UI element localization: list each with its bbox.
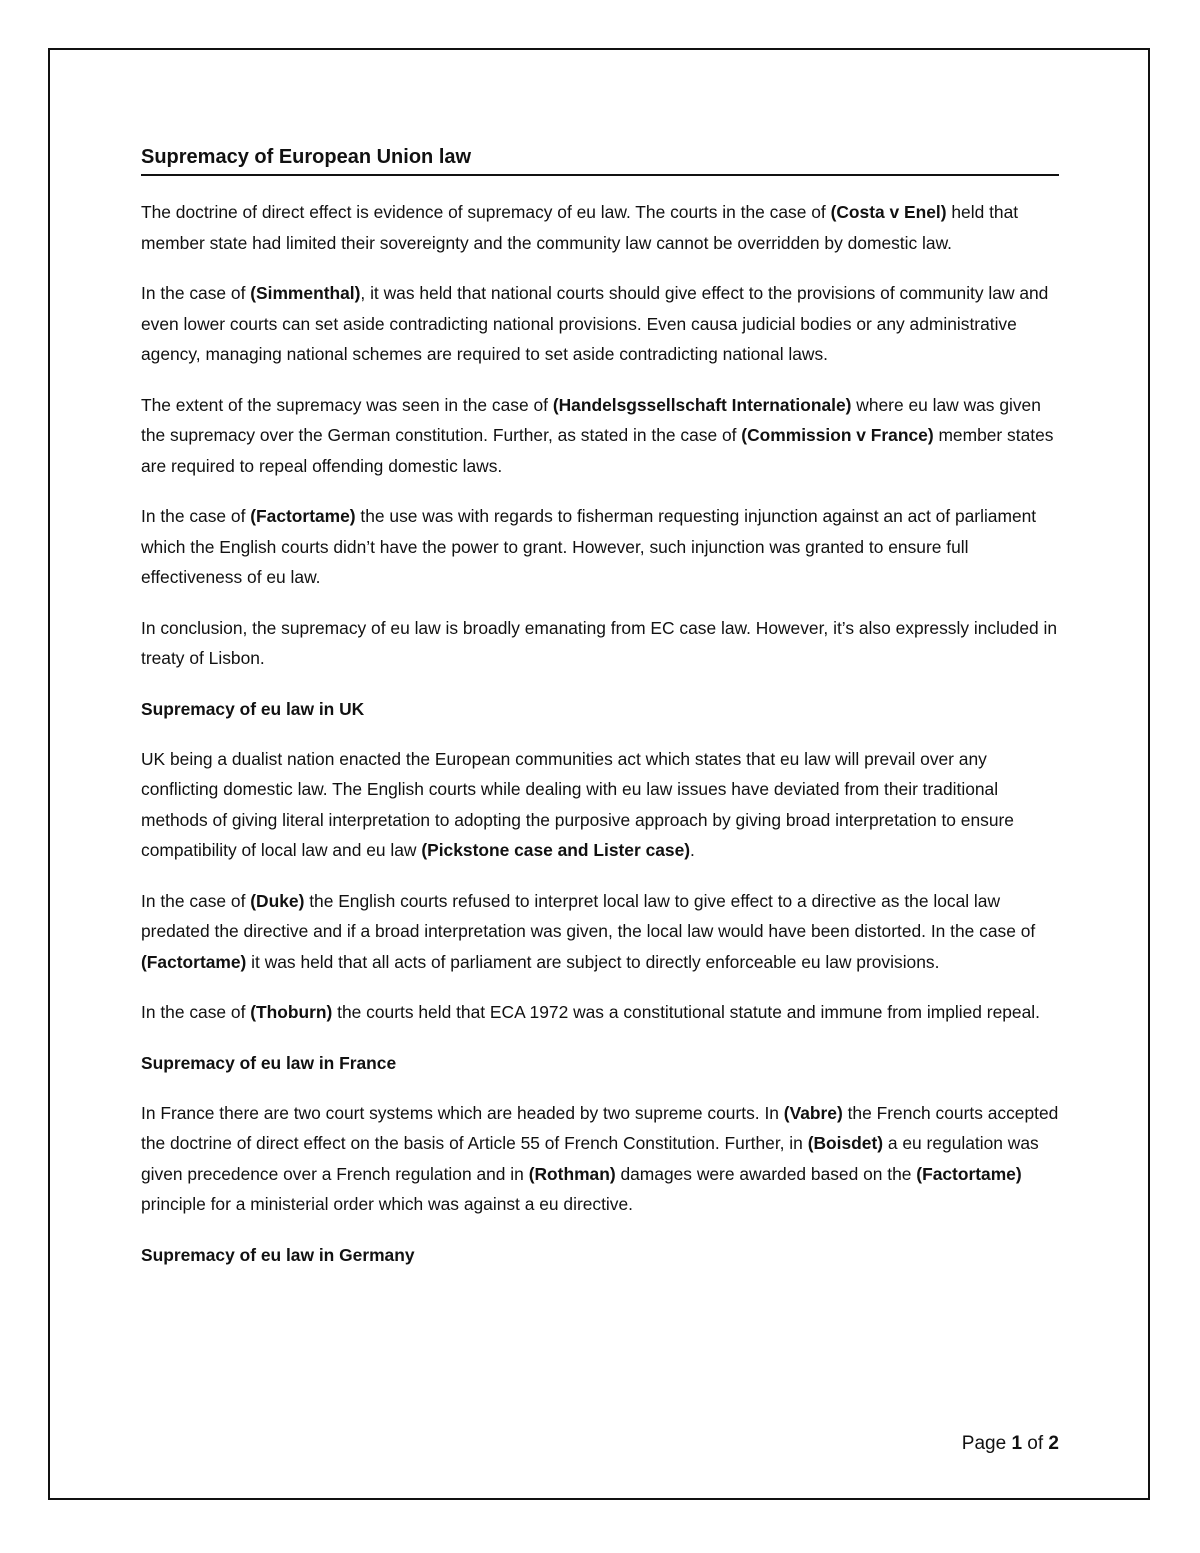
paragraph-uk-dualist xyxy=(141,744,1059,866)
paragraph-handelsgesellschaft xyxy=(141,390,1059,482)
footer-page-label: Page xyxy=(961,1433,1012,1454)
text-run: UK being a dualist nation enacted the European communities act which states that eu law will prevail over any conflicting domestic law. The English courts while dealing with eu law issues have deviated from their traditional methods of giving literal interpretation to adopting the purposive approach by giving broad interpretation to ensure compatibility of local law and eu law xyxy=(141,748,1014,860)
paragraph-factortame xyxy=(141,501,1059,593)
text-run: The doctrine of direct effect is evidence of supremacy of eu law. The courts in the case of xyxy=(141,202,831,222)
document-title: Supremacy of European Union law xyxy=(141,142,1059,176)
text-run: . xyxy=(690,840,695,860)
case-name: (Factortame) xyxy=(141,951,247,972)
paragraph-france xyxy=(141,1098,1059,1220)
case-name: (Costa v Enel) xyxy=(830,202,947,222)
text-run: member states are required to repeal offending domestic laws. xyxy=(141,425,1054,476)
paragraph-thoburn xyxy=(141,997,1059,1028)
case-name: (Vabre) xyxy=(783,1102,843,1123)
text-run: it was held that all acts of parliament are subject to directly enforceable eu law provisions. xyxy=(246,951,940,972)
text-run: the use was with regards to fisherman requesting injunction against an act of parliament which the English courts didn’t have the power to grant. However, such injunction was granted to ensure full effectiveness of eu law. xyxy=(141,506,1037,587)
text-run: held that member state had limited their sovereignty and the community law cannot be overridden by domestic law. xyxy=(141,202,1019,253)
footer-total-pages: 2 xyxy=(1048,1433,1059,1454)
page-number-footer xyxy=(962,1430,1059,1458)
text-run: In the case of xyxy=(141,506,251,526)
case-name: (Pickstone case and Lister case) xyxy=(421,840,691,860)
document-body xyxy=(141,142,1059,1270)
case-name: (Simmenthal) xyxy=(250,283,361,303)
text-run: In the case of xyxy=(141,1002,251,1022)
heading-france: Supremacy of eu law in France xyxy=(141,1052,397,1073)
text-run: the English courts refused to interpret local law to give effect to a directive as the local law predated the directive and if a broad interpretation was given, the local law would have been distorted. In the case of xyxy=(141,890,1036,941)
text-run: principle for a ministerial order which was against a eu directive. xyxy=(141,1194,633,1214)
paragraph-conclusion: In conclusion, the supremacy of eu law is broadly emanating from EC case law. However, it’s also expressly included in treaty of Lisbon. xyxy=(141,617,1058,668)
case-name: (Boisdet) xyxy=(807,1133,884,1153)
text-run: the French courts accepted the doctrine of direct effect on the basis of Article 55 of French Constitution. Further, in xyxy=(141,1102,1059,1153)
text-run: where eu law was given the supremacy over the German constitution. Further, as stated in the case of xyxy=(141,394,1041,445)
text-run: the courts held that ECA 1972 was a constitutional statute and immune from implied repeal. xyxy=(332,1002,1040,1022)
footer-of-label: of xyxy=(1022,1433,1049,1454)
text-run: In France there are two court systems which are headed by two supreme courts. In xyxy=(141,1102,784,1123)
case-name: (Factortame) xyxy=(916,1163,1022,1184)
case-name: (Handelsgssellschaft Internationale) xyxy=(552,394,852,415)
case-name: (Factortame) xyxy=(250,506,356,526)
text-run: damages were awarded based on the xyxy=(615,1163,917,1184)
case-name: (Thoburn) xyxy=(250,1002,333,1022)
footer-current-page: 1 xyxy=(1011,1433,1023,1454)
case-name: (Duke) xyxy=(250,890,305,911)
paragraph-simmenthal xyxy=(141,278,1059,370)
paragraph-duke xyxy=(141,886,1059,978)
case-name: (Rothman) xyxy=(528,1163,616,1184)
heading-germany: Supremacy of eu law in Germany xyxy=(141,1244,415,1265)
text-run: The extent of the supremacy was seen in the case of xyxy=(141,394,553,415)
text-run: In the case of xyxy=(141,283,251,303)
heading-uk: Supremacy of eu law in UK xyxy=(141,698,365,719)
paragraph-costa-v-enel xyxy=(141,197,1059,258)
text-run: , it was held that national courts should give effect to the provisions of community law and even lower courts can set aside contradicting national provisions. Even causa judicial bodies or any administrative agency, managing national schemes are required to set aside contradicting national laws. xyxy=(141,283,1049,364)
case-name: (Commission v France) xyxy=(741,425,934,445)
text-run: In the case of xyxy=(141,890,251,911)
text-run: a eu regulation was given precedence over a French regulation and in xyxy=(141,1133,1039,1184)
